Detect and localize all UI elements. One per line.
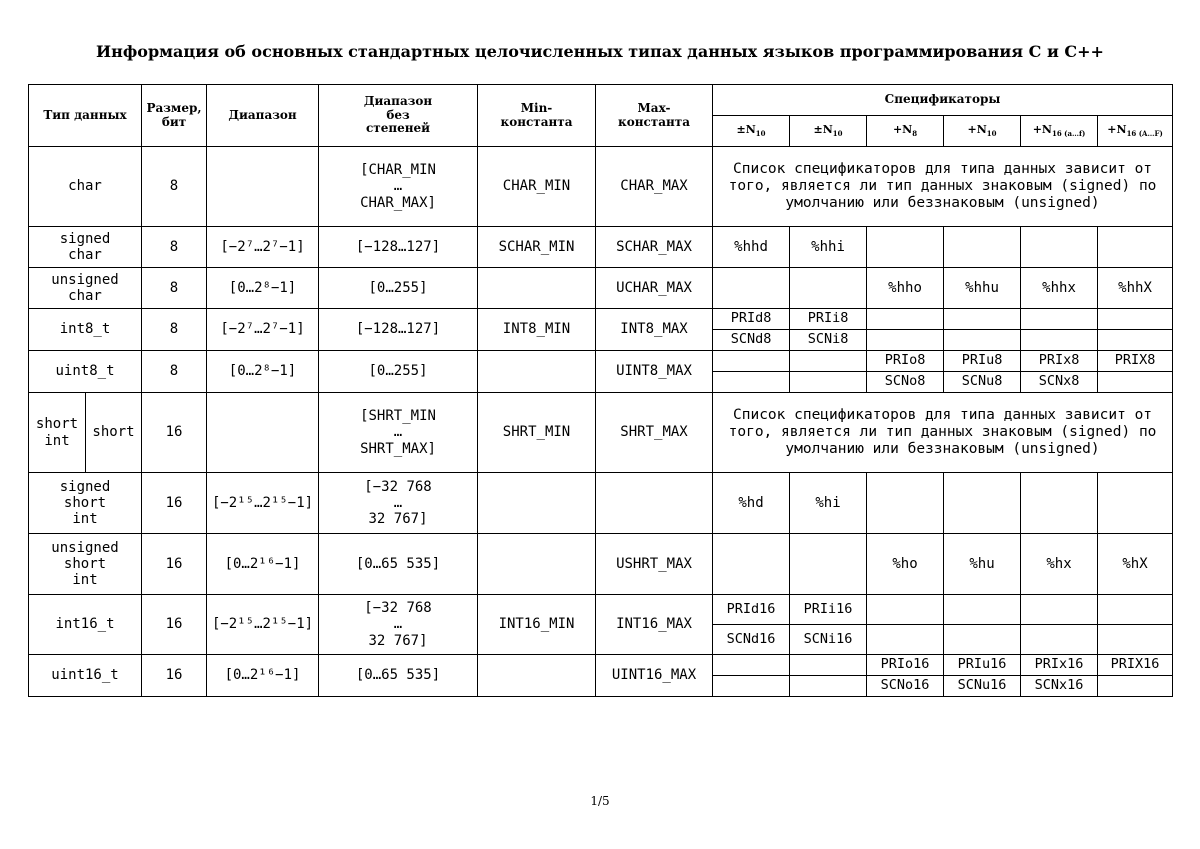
cell-min [478,473,596,534]
cell-size: 8 [142,268,207,309]
cell-type: uint16_t [29,655,142,697]
cell-spec [944,473,1021,534]
cell-spec [867,625,944,655]
cell-max: SHRT_MAX [596,393,713,473]
cell-spec: SCNo16 [867,676,944,697]
cell-spec [713,372,790,393]
cell-spec [713,676,790,697]
cell-spec [713,534,790,595]
header-spec-col: $+N_{16 (A\dots F)}$ [1098,116,1173,147]
cell-spec: %hd [713,473,790,534]
cell-spec [1098,595,1173,625]
cell-max: UINT8_MAX [596,351,713,393]
cell-max: INT8_MAX [596,309,713,351]
cell-min: CHAR_MIN [478,147,596,227]
cell-spec: %hhX [1098,268,1173,309]
cell-range: [0…2⁸−1] [207,268,319,309]
cell-min [478,655,596,697]
cell-spec: %hhu [944,268,1021,309]
cell-spec [944,595,1021,625]
cell-min [478,351,596,393]
cell-range [207,147,319,227]
cell-range-np: [0…255] [319,351,478,393]
header-spec-col: $+N_{16 (a\dots f)}$ [1021,116,1098,147]
cell-spec [1021,309,1098,330]
cell-spec [1021,227,1098,268]
cell-size: 16 [142,595,207,655]
header-row [29,85,1173,116]
cell-spec [1021,330,1098,351]
cell-max: INT16_MAX [596,595,713,655]
header-spec-col: $\pm N_{10}$ [790,116,867,147]
cell-spec: SCNu16 [944,676,1021,697]
cell-spec: PRIx8 [1021,351,1098,372]
table-row [29,227,1173,268]
cell-size: 16 [142,473,207,534]
cell-size: 16 [142,534,207,595]
header-max-constant: Max- константа [596,85,713,147]
cell-max: USHRT_MAX [596,534,713,595]
cell-spec: SCNx16 [1021,676,1098,697]
header-spec-col: $+N_{10}$ [944,116,1021,147]
cell-range-np: [−128…127] [319,309,478,351]
cell-type: char [29,147,142,227]
cell-spec [944,625,1021,655]
cell-spec-note: Список спецификаторов для типа данных зависит от того, является ли тип данных знаковым (signed) по умолчанию или беззнаковым (unsigned) [713,393,1173,473]
cell-spec: %ho [867,534,944,595]
table-row [29,534,1173,595]
cell-range-np: [CHAR_MIN … CHAR_MAX] [319,147,478,227]
cell-range-np: [0…65 535] [319,534,478,595]
cell-type: int8_t [29,309,142,351]
cell-spec [1098,372,1173,393]
cell-spec [867,473,944,534]
cell-spec [1098,330,1173,351]
cell-range-np: [−32 768 … 32 767] [319,595,478,655]
header-spec-col: $\pm N_{10}$ [713,116,790,147]
cell-type: signed char [29,227,142,268]
cell-spec: %hx [1021,534,1098,595]
header-spec-col: $+N_8$ [867,116,944,147]
page-number: 1/5 [590,794,610,808]
cell-min: INT8_MIN [478,309,596,351]
header-specifiers: Спецификаторы [713,85,1173,116]
cell-spec: SCNu8 [944,372,1021,393]
cell-range: [−2¹⁵…2¹⁵−1] [207,473,319,534]
cell-spec [867,309,944,330]
cell-spec [944,330,1021,351]
cell-size: 8 [142,351,207,393]
cell-spec: SCNd8 [713,330,790,351]
table-row [29,268,1173,309]
cell-spec [713,268,790,309]
cell-min: SHRT_MIN [478,393,596,473]
cell-min [478,268,596,309]
cell-type: signed short int [29,473,142,534]
cell-spec [944,227,1021,268]
header-type: Тип данных [29,85,142,147]
cell-spec: PRIX8 [1098,351,1173,372]
cell-spec: PRId16 [713,595,790,625]
cell-size: 16 [142,655,207,697]
cell-range-np: [SHRT_MIN … SHRT_MAX] [319,393,478,473]
header-size: Размер, бит [142,85,207,147]
cell-spec: %hi [790,473,867,534]
cell-type: uint8_t [29,351,142,393]
cell-spec: %hhi [790,227,867,268]
cell-spec [790,372,867,393]
cell-spec [1021,625,1098,655]
cell-range: [−2¹⁵…2¹⁵−1] [207,595,319,655]
header-min-constant: Min- константа [478,85,596,147]
cell-range-np: [0…255] [319,268,478,309]
cell-spec: SCNi16 [790,625,867,655]
cell-spec: SCNd16 [713,625,790,655]
table-row [29,147,1173,227]
cell-range: [0…2⁸−1] [207,351,319,393]
cell-spec: PRIo8 [867,351,944,372]
cell-range-np: [−32 768 … 32 767] [319,473,478,534]
cell-size: 8 [142,227,207,268]
cell-spec: PRIo16 [867,655,944,676]
table-row [29,595,1173,625]
document-title: Информация об основных стандартных целочисленных типах данных языков программирования С и С++ [96,42,1104,61]
cell-spec: PRIi8 [790,309,867,330]
cell-type: short [86,393,142,473]
cell-size: 8 [142,147,207,227]
table-row [29,655,1173,676]
header-range: Диапазон [207,85,319,147]
cell-min [478,534,596,595]
cell-size: 16 [142,393,207,473]
cell-range: [−2⁷…2⁷−1] [207,309,319,351]
cell-spec: PRIX16 [1098,655,1173,676]
cell-max: UINT16_MAX [596,655,713,697]
cell-spec [713,655,790,676]
cell-spec: SCNx8 [1021,372,1098,393]
cell-range: [0…2¹⁶−1] [207,655,319,697]
cell-range-np: [0…65 535] [319,655,478,697]
header-range-no-powers: Диапазон без степеней [319,85,478,147]
cell-spec [944,309,1021,330]
cell-spec [1098,309,1173,330]
table-row [29,351,1173,372]
cell-max: CHAR_MAX [596,147,713,227]
cell-spec [790,655,867,676]
cell-spec: PRIi16 [790,595,867,625]
table-row [29,473,1173,534]
cell-spec [867,595,944,625]
cell-spec: PRIu8 [944,351,1021,372]
cell-spec [790,268,867,309]
cell-spec: PRIx16 [1021,655,1098,676]
cell-max: SCHAR_MAX [596,227,713,268]
cell-min: SCHAR_MIN [478,227,596,268]
cell-spec: PRId8 [713,309,790,330]
cell-range: [−2⁷…2⁷−1] [207,227,319,268]
cell-range: [0…2¹⁶−1] [207,534,319,595]
cell-spec [790,534,867,595]
cell-spec [1098,676,1173,697]
cell-spec: %hu [944,534,1021,595]
cell-spec [1021,473,1098,534]
cell-spec-note: Список спецификаторов для типа данных зависит от того, является ли тип данных знаковым (signed) по умолчанию или беззнаковым (unsigned) [713,147,1173,227]
int-types-table [28,84,1173,697]
table-row [29,393,1173,473]
cell-min: INT16_MIN [478,595,596,655]
cell-spec [790,676,867,697]
cell-type: int16_t [29,595,142,655]
cell-spec [1098,227,1173,268]
cell-max [596,473,713,534]
cell-spec [1098,625,1173,655]
cell-range-np: [−128…127] [319,227,478,268]
cell-spec: SCNo8 [867,372,944,393]
cell-size: 8 [142,309,207,351]
cell-spec: %hX [1098,534,1173,595]
cell-spec [1021,595,1098,625]
cell-type: short int [29,393,86,473]
cell-spec [790,351,867,372]
cell-range [207,393,319,473]
cell-spec [867,330,944,351]
cell-spec: %hho [867,268,944,309]
table-row [29,309,1173,330]
cell-spec [1098,473,1173,534]
cell-max: UCHAR_MAX [596,268,713,309]
cell-spec [867,227,944,268]
cell-type: unsigned short int [29,534,142,595]
cell-spec: SCNi8 [790,330,867,351]
cell-spec: %hhd [713,227,790,268]
cell-spec [713,351,790,372]
cell-spec: %hhx [1021,268,1098,309]
cell-type: unsigned char [29,268,142,309]
cell-spec: PRIu16 [944,655,1021,676]
